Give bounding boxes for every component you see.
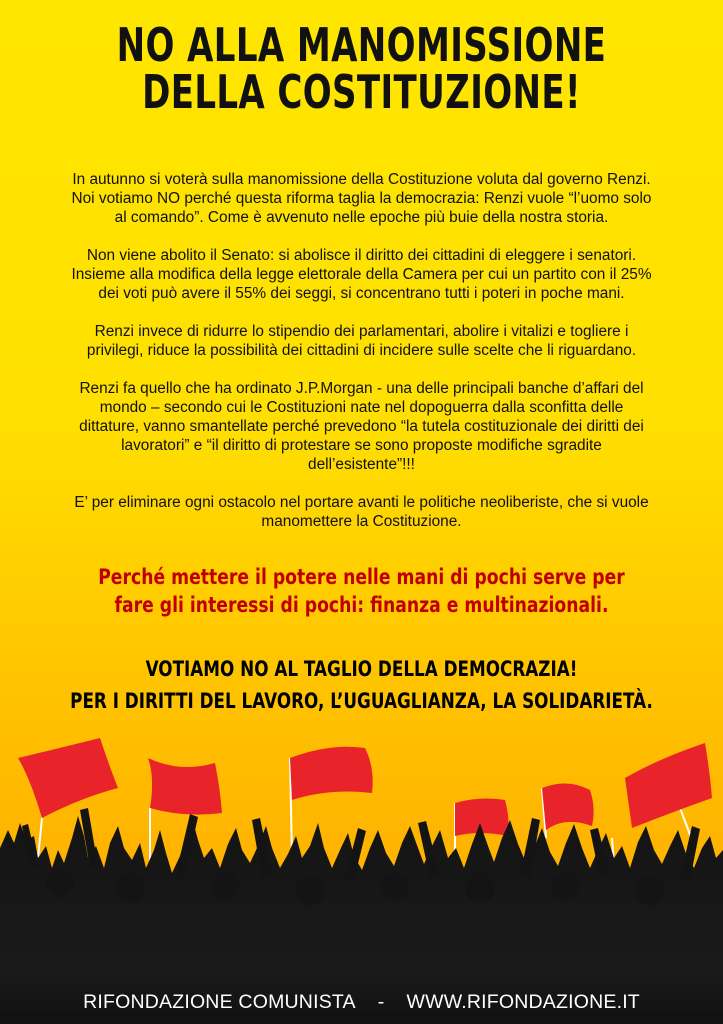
paragraph-1-line-2: Noi votiamo NO perché questa riforma taglia la democrazia: Renzi vuole “l’uomo solo — [71, 190, 652, 207]
paragraph-2 — [20, 246, 703, 303]
headline-line-1: NO ALLA MANOMISSIONE — [116, 18, 607, 72]
paragraph-4-line-3: dittature, vanno smantellate perché prevedono “la tutela costituzionale dei diritti dei — [79, 418, 644, 435]
footer-separator: - — [377, 990, 385, 1013]
flag-2 — [148, 758, 222, 815]
slogan-line-1: VOTIAMO NO AL TAGLIO DELLA DEMOCRAZIA! — [145, 657, 578, 681]
footer-party-name: RIFONDAZIONE COMUNISTA — [83, 990, 356, 1013]
paragraph-3-line-1: Renzi invece di ridurre lo stipendio dei parlamentari, abolire i vitalizi e togliere i — [94, 323, 629, 340]
paragraph-2-line-3: dei voti può avere il 55% dei seggi, si concentrano tutti i poteri in poche mani. — [98, 285, 625, 302]
paragraph-4-line-5: dell’esistente”!!! — [308, 456, 415, 473]
paragraph-3 — [20, 322, 703, 360]
paragraph-4-line-1: Renzi fa quello che ha ordinato J.P.Morgan - una delle principali banche d’affari del — [79, 380, 644, 397]
highlight-statement — [32, 563, 690, 619]
paragraph-5 — [20, 493, 703, 531]
slogan — [40, 653, 682, 717]
paragraph-2-line-1: Non viene abolito il Senato: si abolisce il diritto dei cittadini di eleggere i senatori. — [86, 247, 637, 264]
red-flags — [18, 738, 712, 836]
highlight-line-2: fare gli interessi di pochi: finanza e multinazionali. — [114, 593, 609, 617]
headline — [94, 18, 629, 120]
flag-3 — [290, 747, 373, 800]
headline-line-2: DELLA COSTITUZIONE! — [142, 65, 581, 120]
flag-5 — [542, 783, 594, 830]
paragraph-4 — [20, 379, 703, 474]
paragraph-5-line-1: E’ per eliminare ogni ostacolo nel portare avanti le politiche neoliberiste, che si vuole — [74, 494, 649, 511]
highlight-line-1: Perché mettere il potere nelle mani di pochi serve per — [98, 565, 625, 589]
paragraph-1-line-3: al comando”. Come è avvenuto nelle epoche più buie della nostra storia. — [114, 209, 609, 226]
flag-1 — [18, 738, 118, 818]
paragraph-5-line-2: manomettere la Costituzione. — [261, 513, 462, 530]
slogan-line-2: PER I DIRITTI DEL LAVORO, L’UGUAGLIANZA, LA SOLIDARIETÀ. — [70, 689, 653, 713]
flag-6 — [625, 743, 712, 828]
crowd-with-red-flags-illustration — [0, 718, 723, 1024]
paragraph-1 — [20, 170, 703, 227]
body-text — [20, 170, 703, 550]
paragraph-4-line-4: lavoratori” e “il diritto di protestare se sono proposte modifiche sgradite — [121, 437, 602, 454]
paragraph-1-line-1: In autunno si voterà sulla manomissione della Costituzione voluta dal governo Renzi. — [72, 171, 651, 188]
footer — [0, 988, 723, 1016]
paragraph-4-line-2: mondo – secondo cui le Costituzioni nate nel dopoguerra dalla sconfitta delle — [99, 399, 624, 416]
footer-website-link[interactable]: WWW.RIFONDAZIONE.IT — [406, 990, 640, 1013]
paragraph-2-line-2: Insieme alla modifica della legge elettorale della Camera per cui un partito con il 25% — [71, 266, 652, 283]
paragraph-3-line-2: privilegi, riduce la possibilità dei cittadini di incidere sulle scelte che li riguardano. — [86, 342, 637, 359]
